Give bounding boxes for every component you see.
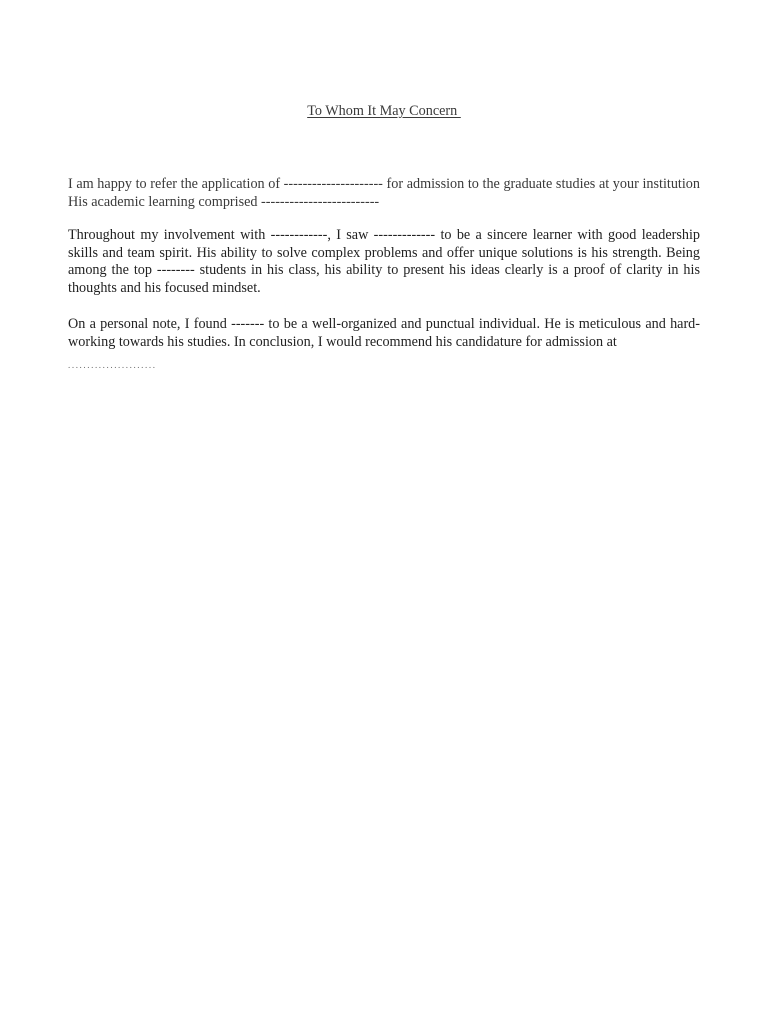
paragraph-referral: I am happy to refer the application of --------------------- for admission to the graduate studies at your institution His academic learning comprised ------------------------- <box>68 176 700 210</box>
paragraph-personal-note: On a personal note, I found ------- to be a well-organized and punctual individual. He is meticulous and hard-working towards his studies. In conclusion, I would recommend his candidature for admission at <box>68 316 700 350</box>
blank-institution-dots: ....................... <box>68 360 157 370</box>
paragraph-involvement: Throughout my involvement with ------------, I saw ------------- to be a sincere learner with good leadership skills and team spirit. His ability to solve complex problems and offer unique solutions is his strength. Being among the top -------- students in his class, his ability to present his ideas clearly is a proof of clarity in his thoughts and his focused mindset. <box>68 227 700 296</box>
letter-title <box>0 101 768 121</box>
letter-title-text: To Whom It May Concern <box>307 103 461 119</box>
